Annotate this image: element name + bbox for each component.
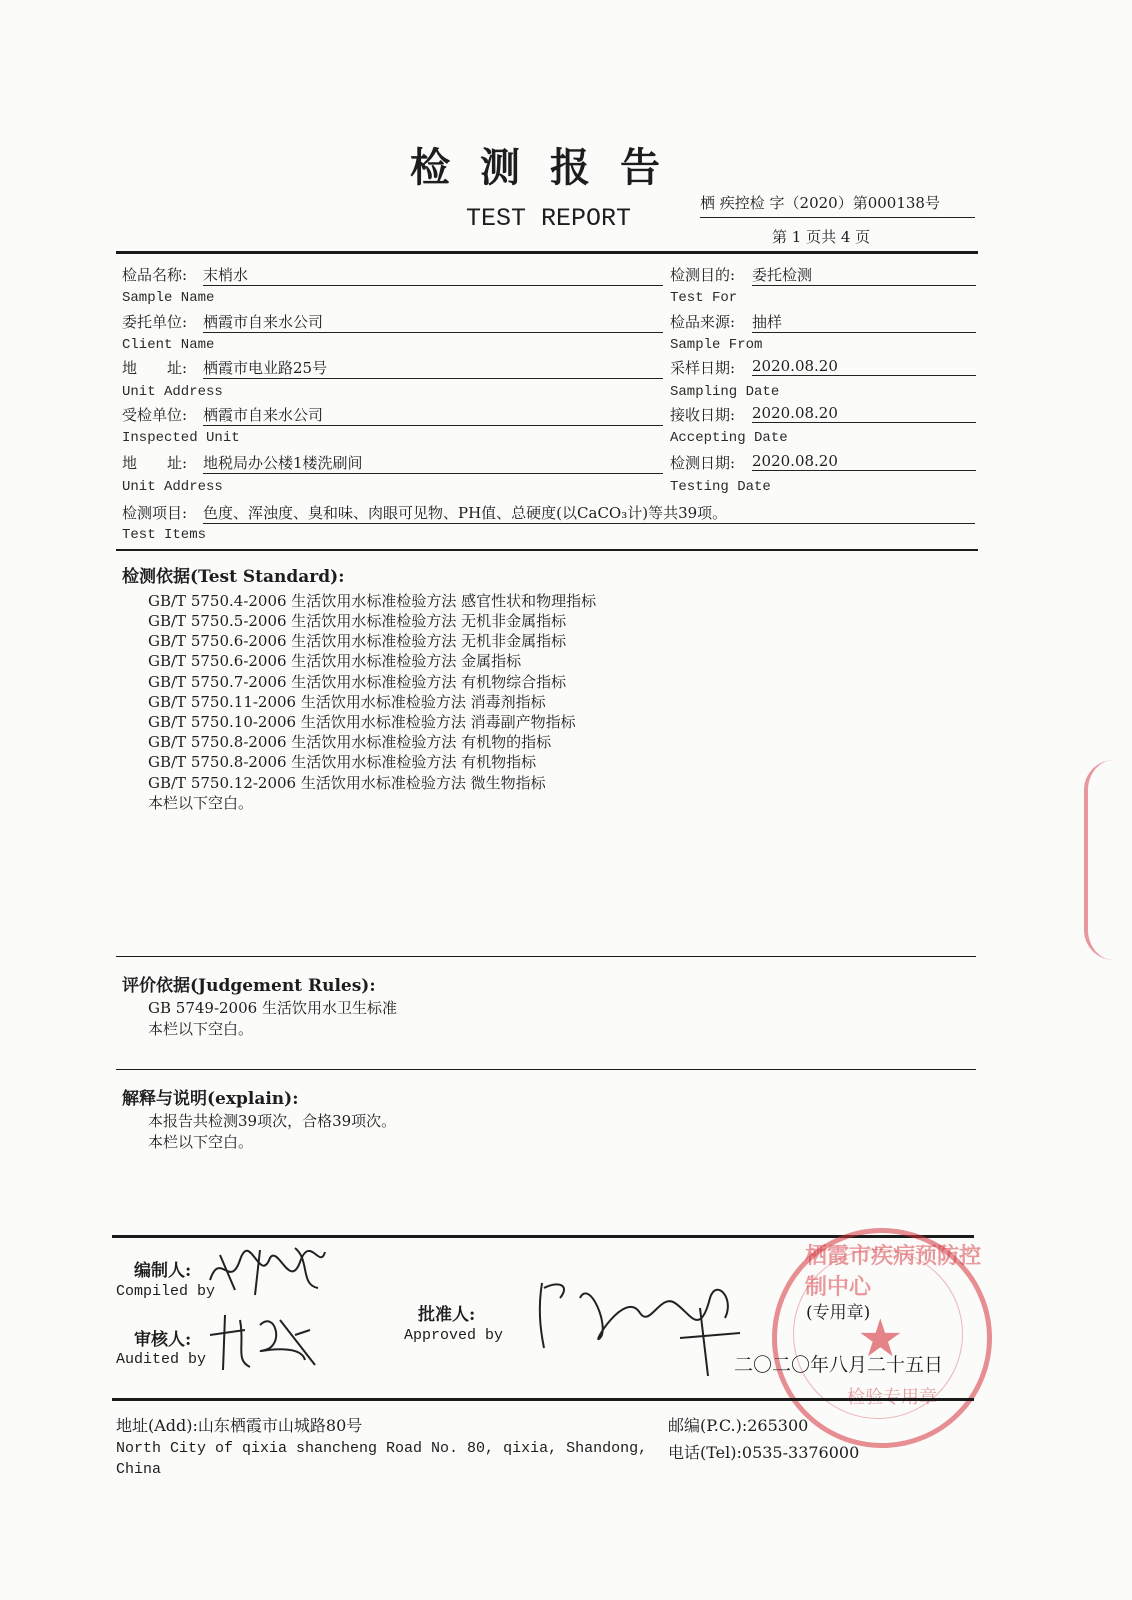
client-address-label: 地 址:: [122, 359, 188, 377]
seal-ring-text: 栖霞市疾病预防控制中心: [805, 1243, 982, 1300]
standard-blank-note: 本栏以下空白。: [148, 794, 254, 812]
test-items-label-en: Test Items: [122, 527, 207, 543]
test-for-value: 委托检测: [752, 264, 976, 286]
standard-line: GB/T 5750.7-2006 生活饮用水标准检验方法 有机物综合指标: [148, 673, 567, 691]
report-number: 栖 疾控检 字（2020）第000138号: [700, 192, 975, 218]
audited-by-label: 审核人:: [134, 1330, 192, 1350]
footer-address-cn: 地址(Add):山东栖霞市山城路80号: [116, 1416, 363, 1435]
test-items-label: 检测项目:: [122, 504, 188, 522]
sampling-date-label: 采样日期:: [670, 359, 736, 377]
sample-from-label-en: Sample From: [670, 337, 763, 353]
edge-seal-fragment: [1084, 760, 1114, 960]
standard-line: GB/T 5750.11-2006 生活饮用水标准检验方法 消毒剂指标: [148, 693, 546, 711]
footer-top-rule: [112, 1398, 974, 1401]
footer-postcode: 邮编(P.C.):265300: [668, 1416, 809, 1435]
standard-line: GB/T 5750.12-2006 生活饮用水标准检验方法 微生物指标: [148, 774, 546, 792]
judgement-title: 评价依据(Judgement Rules):: [122, 976, 376, 996]
sample-name-label-en: Sample Name: [122, 290, 215, 306]
inspected-unit-label: 受检单位:: [122, 406, 188, 424]
standard-line: GB/T 5750.6-2006 生活饮用水标准检验方法 无机非金属指标: [148, 632, 567, 650]
sample-from-value: 抽样: [752, 311, 976, 333]
accepting-date-label: 接收日期:: [670, 406, 736, 424]
inspected-unit-value: 栖霞市自来水公司: [203, 404, 663, 426]
standard-line: GB/T 5750.4-2006 生活饮用水标准检验方法 感官性状和物理指标: [148, 592, 597, 610]
accepting-date-value: 2020.08.20: [752, 404, 976, 423]
accepting-date-label-en: Accepting Date: [670, 430, 788, 446]
explain-line: 本报告共检测39项次，合格39项次。: [148, 1112, 397, 1130]
test-items-value: 色度、浑浊度、臭和味、肉眼可见物、PH值、总硬度(以CaCO₃计)等共39项。: [203, 502, 975, 524]
client-address-value: 栖霞市电业路25号: [203, 357, 663, 379]
test-for-label: 检测目的:: [670, 266, 736, 284]
report-title-cn: 检测报告: [410, 144, 690, 191]
seal-bottom-text: [847, 1383, 937, 1409]
special-seal-label: (专用章): [806, 1303, 871, 1323]
judgement-blank-note: 本栏以下空白。: [148, 1020, 254, 1038]
inspected-address-value: 地税局办公楼1楼洗刷间: [203, 452, 663, 474]
sample-from-label: 检品来源:: [670, 313, 736, 331]
standard-line: GB/T 5750.8-2006 生活饮用水标准检验方法 有机物指标: [148, 753, 537, 771]
footer-address-en-cont: China: [116, 1461, 162, 1478]
approved-by-signature: [530, 1268, 760, 1378]
footer-address-en: North City of qixia shancheng Road No. 80, qixia, Shandong,: [116, 1440, 648, 1457]
sample-name-label: 检品名称:: [122, 266, 188, 284]
sampling-date-value: 2020.08.20: [752, 357, 976, 376]
explain-blank-note: 本栏以下空白。: [148, 1133, 254, 1151]
standard-line: GB/T 5750.5-2006 生活饮用水标准检验方法 无机非金属指标: [148, 612, 567, 630]
standard-line: GB/T 5750.10-2006 生活饮用水标准检验方法 消毒副产物指标: [148, 713, 576, 731]
divider: [116, 1069, 976, 1070]
standard-line: GB/T 5750.6-2006 生活饮用水标准检验方法 金属指标: [148, 652, 522, 670]
compiled-by-label: 编制人:: [134, 1261, 192, 1281]
top-rule: [116, 251, 978, 254]
explain-title: 解释与说明(explain):: [122, 1089, 299, 1109]
compiled-by-signature: [200, 1240, 330, 1300]
client-address-label-en: Unit Address: [122, 384, 223, 400]
client-name-label: 委托单位:: [122, 313, 188, 331]
test-for-label-en: Test For: [670, 290, 738, 306]
inspected-unit-label-en: Inspected Unit: [122, 430, 240, 446]
client-name-label-en: Client Name: [122, 337, 215, 353]
testing-date-label: 检测日期:: [670, 454, 736, 472]
page-info: 第 1 页共 4 页: [772, 228, 871, 246]
inspected-address-label: 地 址:: [122, 454, 188, 472]
signature-date: 二〇二〇年八月二十五日: [734, 1354, 944, 1376]
divider: [116, 956, 976, 957]
sampling-date-label-en: Sampling Date: [670, 384, 780, 400]
footer-tel: 电话(Tel):0535-3376000: [668, 1443, 860, 1462]
report-title-en: TEST REPORT: [466, 204, 632, 233]
approved-by-label-en: Approved by: [404, 1327, 504, 1344]
audited-by-label-en: Audited by: [116, 1351, 207, 1368]
approved-by-label: 批准人:: [418, 1305, 476, 1325]
test-standard-title: 检测依据(Test Standard):: [122, 567, 345, 587]
testing-date-value: 2020.08.20: [752, 452, 976, 471]
standard-line: GB/T 5750.8-2006 生活饮用水标准检验方法 有机物的指标: [148, 733, 552, 751]
testing-date-label-en: Testing Date: [670, 479, 771, 495]
audited-by-signature: [205, 1305, 325, 1375]
sample-name-value: 末梢水: [203, 264, 663, 286]
client-name-value: 栖霞市自来水公司: [203, 311, 663, 333]
compiled-by-label-en: Compiled by: [116, 1283, 216, 1300]
fields-bottom-rule: [116, 549, 978, 551]
inspected-address-label-en: Unit Address: [122, 479, 223, 495]
seal-star-icon: ★: [857, 1309, 904, 1369]
judgement-line: GB 5749-2006 生活饮用水卫生标准: [148, 999, 397, 1017]
